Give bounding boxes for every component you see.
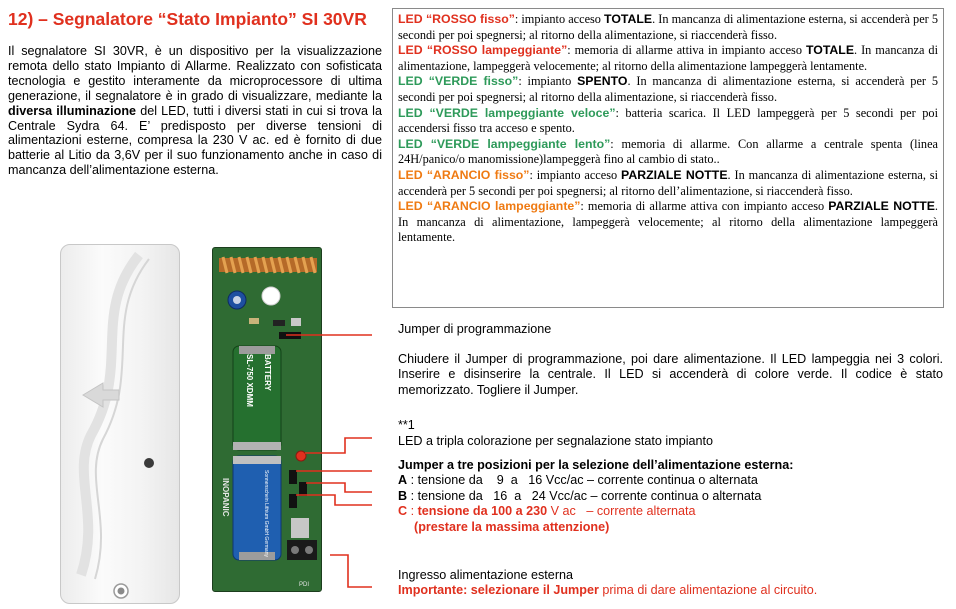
jumper-3pos-header: Jumper a tre posizioni per la selezione dell’alimentazione esterna: — [398, 458, 794, 472]
device-case-image — [60, 244, 180, 604]
led-state-red-fixed: LED “ROSSO fisso”: impianto acceso TOTALE. In mancanza di alimentazione esterna, si accenderà per 5 secondi per poi spegnersi; al ritorno della alimentazione, si riaccenderà fisso. — [398, 12, 938, 42]
jumper-3pos-section — [398, 458, 793, 535]
power-input-title: Ingresso alimentazione esterna — [398, 568, 574, 582]
pcb-board-image — [212, 247, 322, 592]
intro-paragraph — [8, 44, 382, 178]
svg-text:INOPANIC: INOPANIC — [221, 478, 230, 517]
led-state-green-fixed: LED “VERDE fisso”: impianto SPENTO. In mancanza di alimentazione esterna, si accenderà per 5 secondi per poi spegnersi; al ritorno della alimentazione, si riaccenderà fisso. — [398, 74, 938, 104]
battery-2-icon — [233, 456, 281, 560]
led-state-orange-blink: LED “ARANCIO lampeggiante”: memoria di allarme attiva con impianto acceso PARZIALE NOTTE. In mancanza di alimentazione, lampeggerà velocemente; al ritorno della alimentazione lampeggerà lentamente. — [398, 199, 938, 245]
intro-bold: diversa illuminazione — [8, 103, 137, 118]
case-hole — [144, 458, 154, 468]
battery-icon — [233, 346, 281, 450]
footnote-marker: **1 — [398, 418, 415, 432]
led-state-orange-fixed: LED “ARANCIO fisso”: impianto acceso PARZIALE NOTTE. In mancanza di alimentazione esterna, si accenderà per 5 secondi per poi spegnersi; al ritorno dell’alimentazione, si riaccenderà fisso. — [398, 167, 938, 198]
jumper-option-b: B : tensione da 16 a 24 Vcc/ac – corrente continua o alternata — [398, 488, 762, 503]
jumper-option-c: C : tensione da 100 a 230 V ac – corrente alternata — [398, 504, 696, 519]
page-title: 12) – Segnalatore “Stato Impianto” SI 30VR — [8, 9, 367, 29]
led-state-red-blink: LED “ROSSO lampeggiante”: memoria di allarme attiva in impianto acceso TOTALE. In mancanza di alimentazione, lampeggerà velocemente; al ritorno della alimentazione lampeggerà lentamente. — [398, 43, 938, 73]
callout-power-input — [330, 555, 372, 587]
led-state-green-slow: LED “VERDE lampeggiante lento”: memoria di allarme. Con allarme a centrale spenta (linea 24H/panico/o manomissione)lampeggerà fino al cambio di stato.. — [398, 136, 938, 167]
power-input-warning: Importante: selezionare il Jumper prima di dare alimentazione al circuito. — [398, 583, 818, 597]
jumper-prog-desc: Chiudere il Jumper di programmazione, poi dare alimentazione. Il LED lampeggia nei 3 colori. Inserire e disinserire la centrale. Il LED si accenderà di colore verde. Il codice è stato memorizzato. Togliere il Jumper. — [398, 352, 943, 397]
intro-text-2: del LED, tutti i diversi stati in cui si trova la Centrale Sydra 64. E’ predisposto per diverse tensioni di alimentazioni esterne, compresa la 230 V ac. ed è fornito di due batterie al Litio da 3,6V per il suo funzionamento anche in caso di mancanza dell’alimentazione esterna. — [8, 103, 382, 178]
power-jumper-3pos — [289, 470, 307, 508]
pcb-drawing — [213, 248, 323, 593]
arrow-icon — [83, 383, 119, 407]
jumper-option-c-warning: (prestare la massima attenzione) — [414, 519, 610, 534]
svg-text:Sonnenschein Lithium GmbH Germ: Sonnenschein Lithium GmbH Germany — [263, 470, 269, 557]
intro-text-1: Il segnalatore SI 30VR, è un dispositivo per la visualizzazione remota dello stato Impianto di Allarme. Realizzato con sofisticata tecnologia e gestito interamente da microprocessore di ultima generazione, il segnalatore è in grado di visualizzare, mediante la — [8, 44, 382, 103]
programming-jumper — [279, 332, 301, 339]
svg-text:BATTERY: BATTERY — [263, 354, 272, 391]
led-state-green-fast: LED “VERDE lampeggiante veloce”: batteria scarica. Il LED lampeggerà per 5 secondi per poi accendersi fisso tra acceso e spento. — [398, 105, 938, 136]
led-tricolor-label: LED a tripla colorazione per segnalazione stato impianto — [398, 434, 714, 448]
antenna-coil-icon — [219, 257, 317, 273]
tricolor-led — [296, 451, 306, 461]
jumper-option-a: A : tensione da 9 a 16 Vcc/ac – corrente continua o alternata — [398, 473, 758, 488]
jumper-prog-title: Jumper di programmazione — [398, 322, 552, 336]
device-case-drawing — [61, 245, 181, 605]
svg-text:SL-750 XDMM: SL-750 XDMM — [245, 354, 254, 407]
led-states-box — [392, 8, 944, 308]
svg-text:PDI: PDI — [299, 582, 310, 588]
